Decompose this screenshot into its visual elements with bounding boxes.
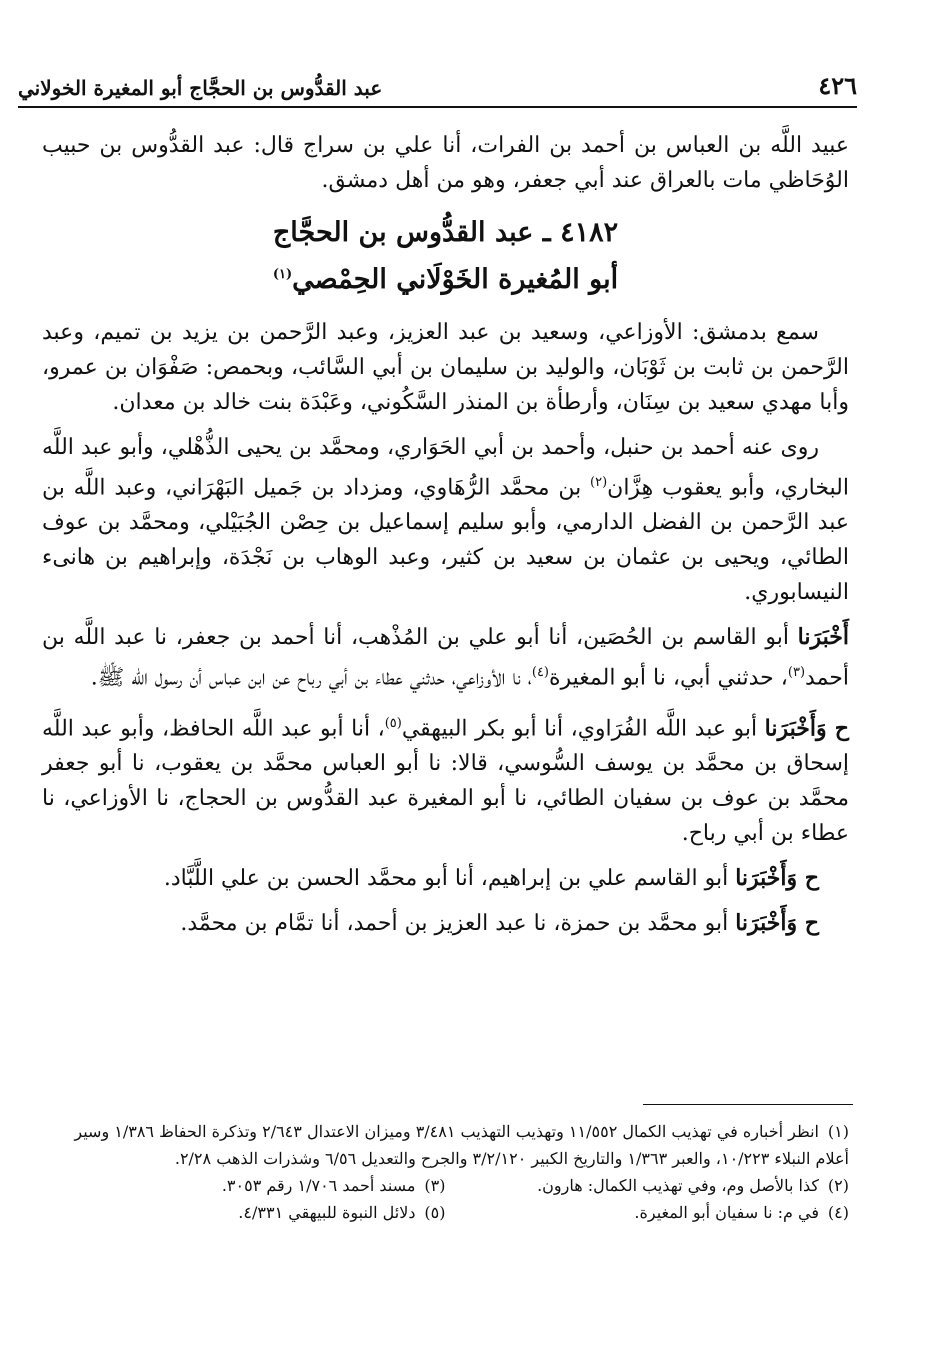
running-title: عبد القدُّوس بن الحجَّاج أبو المغيرة الخولاني (18, 76, 383, 100)
isnad-1-text-b: ، حدثني أبي، نا أبو المغيرة (549, 665, 788, 691)
footnotes (42, 1118, 849, 1226)
footnote-5 (42, 1199, 446, 1226)
students-text-b: بن محمَّد الرُّهَاوي، ومزداد بن جَميل البَهْرَاني، وعبد اللَّه بن عبد الرَّحمن بن الفضل الدارمي، وأبو سليم إسماعيل بن حِصْن الجُبَيْلي، ومحمَّد بن عوف الطائي، ويحيى بن عثمان بن سعيد بن كثير، وعبد الوهاب بن نَجْدَة، وإبراهيم بن هانىء النيسابوري. (42, 475, 849, 606)
footnote-4-text: في م: نا سفيان أبو المغيرة. (634, 1203, 819, 1222)
footnote-ref-4: (٤) (531, 665, 549, 681)
isnad-keyword: ح وَأَخْبَرَنا (735, 864, 819, 891)
footnote-2 (446, 1172, 850, 1199)
page-body (42, 128, 849, 951)
footnote-row-2-3 (42, 1172, 849, 1199)
isnad-2-text-b: ، أنا أبو عبد اللَّه الحافظ، وأبو عبد اللَّه إسحاق بن محمَّد بن يوسف السُّوسي، قالا: نا أبو العباس محمَّد بن يعقوب، نا أبو جعفر محمَّد بن عوف بن سفيان الطائي، نا أبو المغيرة عبد القدُّوس بن الحجاج، نا الأوزاعي، نا عطاء بن أبي رباح. (42, 715, 849, 846)
entry-heading (42, 212, 849, 301)
footnote-ref-3: (٣) (787, 665, 806, 681)
footnote-2-text: كذا بالأصل وم، وفي تهذيب الكمال: هارون. (537, 1176, 819, 1195)
entry-heading-line2 (42, 254, 849, 301)
students-paragraph (42, 430, 849, 610)
footnote-4-mark: (٤) (827, 1203, 849, 1222)
footnote-5-text: دلائل النبوة للبيهقي ٤/٣٣١. (238, 1203, 416, 1222)
footnote-row-4-5 (42, 1199, 849, 1226)
isnad-3-text: أبو القاسم علي بن إبراهيم، أنا أبو محمَّد الحسن بن علي اللَّبَّاد. (163, 865, 736, 891)
footnote-1 (42, 1118, 849, 1172)
footnote-5-mark: (٥) (424, 1203, 446, 1222)
teachers-paragraph: سمع بدمشق: الأوزاعي، وسعيد بن عبد العزيز، وعبد الرَّحمن بن يزيد بن تميم، وعبد الرَّحمن بن ثابت بن ثَوْبَان، والوليد بن سليمان بن أبي السَّائب، وبحمص: صَفْوَان بن عمرو، وأبا مهدي سعيد بن سِنَان، وأرطأة بن المنذر السَّكُوني، وعَبْدَة بنت خالد بن معدان. (42, 320, 849, 415)
footnote-1-text: انظر أخباره في تهذيب الكمال ١١/٥٥٢ وتهذيب التهذيب ٣/٤٨١ وميزان الاعتدال ٢/٦٤٣ وتذكرة الحفاظ ١/٣٨٦ وسير أعلام النبلاء ١٠/٢٢٣، والعبر ١/٣٦٣ والتاريخ الكبير ٣/٢/١٢٠ والجرح والتعديل ٦/٥٦ وشذرات الذهب ٢/٢٨. (74, 1122, 849, 1168)
intro-paragraph: عبيد اللَّه بن العباس بن أحمد بن الفرات، أنا علي بن سراج قال: عبد القدُّوس بن حبيب الوُحَاظي مات بالعراق عند أبي جعفر، وهو من أهل دمشق. (42, 133, 849, 193)
entry-heading-line1: ٤١٨٢ ـ عبد القدُّوس بن الحجَّاج (272, 217, 619, 248)
footnote-divider (643, 1104, 853, 1105)
students-text-a: روى عنه أحمد بن حنبل، وأحمد بن أبي الحَوَاري، ومحمَّد بن يحيى الذُّهْلي، وأبو عبد اللَّه البخاري، وأبو يعقوب هِزَّان (42, 435, 849, 501)
entry-heading-name: أبو المُغيرة الخَوْلَاني الحِمْصي (292, 264, 619, 295)
isnad-1-text-c: ، نا الأوزاعي، حدثني عطاء بن أبي رباح عن ابن عباس أن رسول الله ﷺ. (90, 665, 532, 691)
footnote-3-mark: (٣) (424, 1176, 446, 1195)
footnote-3-text: مسند أحمد ١/٧٠٦ رقم ٣٠٥٣. (221, 1176, 416, 1195)
isnad-paragraph-4 (42, 906, 849, 941)
footnote-2-mark: (٢) (827, 1176, 849, 1195)
isnad-keyword: أَخْبَرَنا (797, 624, 849, 651)
isnad-paragraph-1 (42, 620, 849, 695)
footnote-4 (446, 1199, 850, 1226)
footnote-ref-2: (٢) (590, 475, 608, 490)
page-header (18, 62, 857, 108)
page-number: ٤٢٦ (818, 71, 857, 100)
isnad-1-text-a: أبو القاسم بن الحُصَين، أنا أبو علي بن المُذْهب، أنا أحمد بن جعفر، نا عبد اللَّه بن أحمد (42, 625, 849, 691)
isnad-paragraph-2 (42, 706, 849, 851)
isnad-paragraph-3 (42, 861, 849, 896)
footnote-ref-5: (٥) (384, 715, 402, 731)
isnad-keyword: ح وَأَخْبَرَنا (764, 714, 849, 741)
isnad-4-text: أبو محمَّد بن حمزة، نا عبد العزيز بن أحمد، أنا تمَّام بن محمَّد. (180, 910, 736, 936)
footnote-ref-1: (١) (272, 267, 293, 282)
footnote-1-mark: (١) (827, 1122, 849, 1141)
isnad-2-text-a: أبو عبد اللَّه الفُرَاوي، أنا أبو بكر البيهقي (401, 715, 765, 741)
isnad-keyword: ح وَأَخْبَرَنا (735, 909, 819, 936)
footnote-3 (42, 1172, 446, 1199)
